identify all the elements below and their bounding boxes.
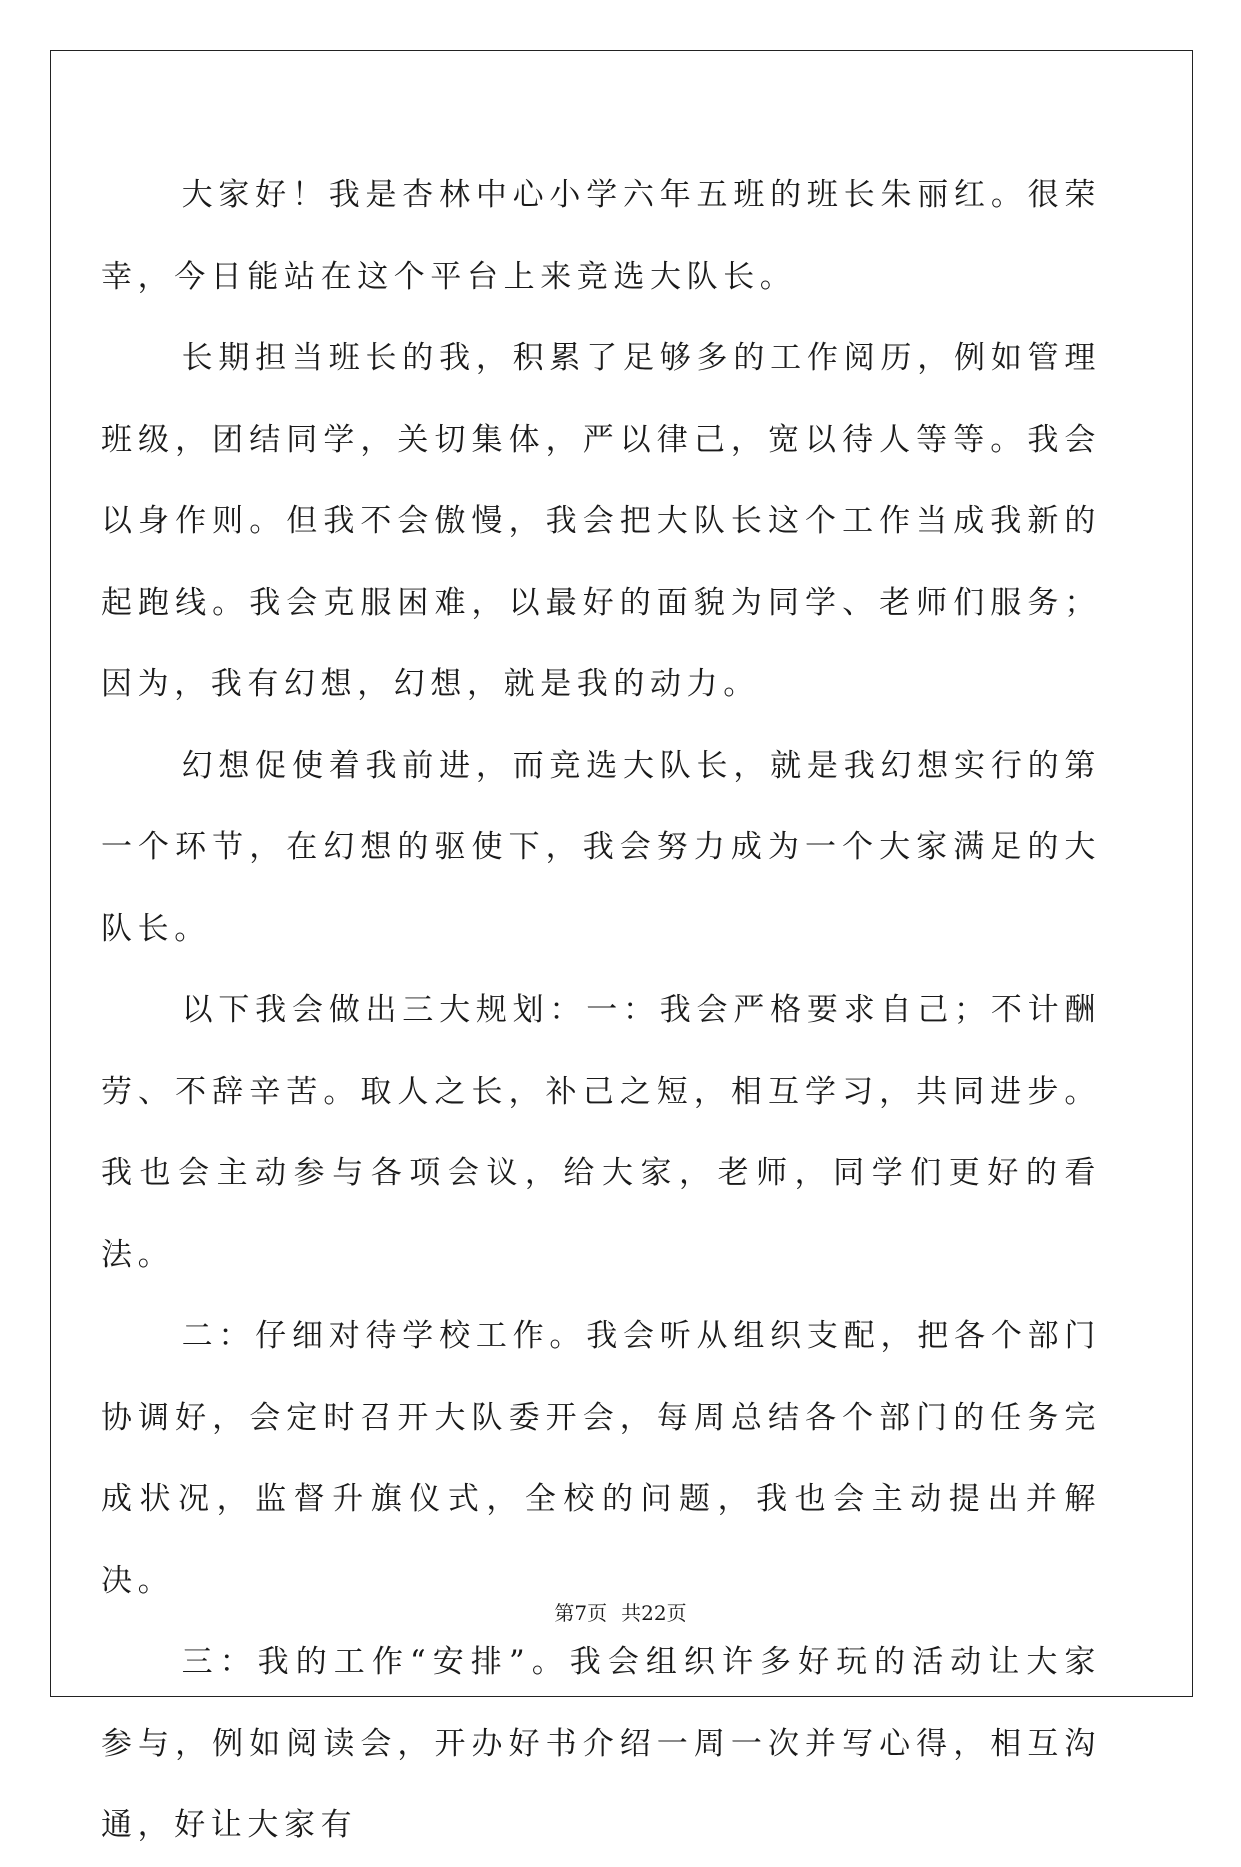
page-number: 第7页 [554, 1601, 608, 1625]
paragraph-3: 幻想促使着我前进，而竞选大队长，就是我幻想实行的第一个环节，在幻想的驱使下，我会努力成为一个大家满足的大队长。 [101, 747, 1101, 947]
paragraph-1: 大家好！我是杏林中心小学六年五班的班长朱丽红。很荣幸，今日能站在这个平台上来竞选大队长。 [101, 177, 1101, 295]
page-footer [0, 1601, 1241, 1625]
page-total: 共22页 [621, 1601, 687, 1625]
paragraph-4: 以下我会做出三大规划：一：我会严格要求自己；不计酬劳、不辞辛苦。取人之长，补己之短，相互学习，共同进步。我也会主动参与各项会议，给大家，老师，同学们更好的看法。 [101, 992, 1101, 1273]
paragraph-6: 三：我的工作“安排”。我会组织许多好玩的活动让大家参与，例如阅读会，开办好书介绍一周一次并写心得，相互沟通，好让大家有 [101, 1644, 1101, 1843]
paragraph-2: 长期担当班长的我，积累了足够多的工作阅历，例如管理班级，团结同学，关切集体，严以律己，宽以待人等等。我会以身作则。但我不会傲慢，我会把大队长这个工作当成我新的起跑线。我会克服困难，以最好的面貌为同学、老师们服务；因为，我有幻想，幻想，就是我的动力。 [101, 340, 1101, 702]
paragraph-5: 二：仔细对待学校工作。我会听从组织支配，把各个部门协调好，会定时召开大队委开会，每周总结各个部门的任务完成状况，监督升旗仪式，全校的问题，我也会主动提出并解决。 [101, 1318, 1101, 1599]
